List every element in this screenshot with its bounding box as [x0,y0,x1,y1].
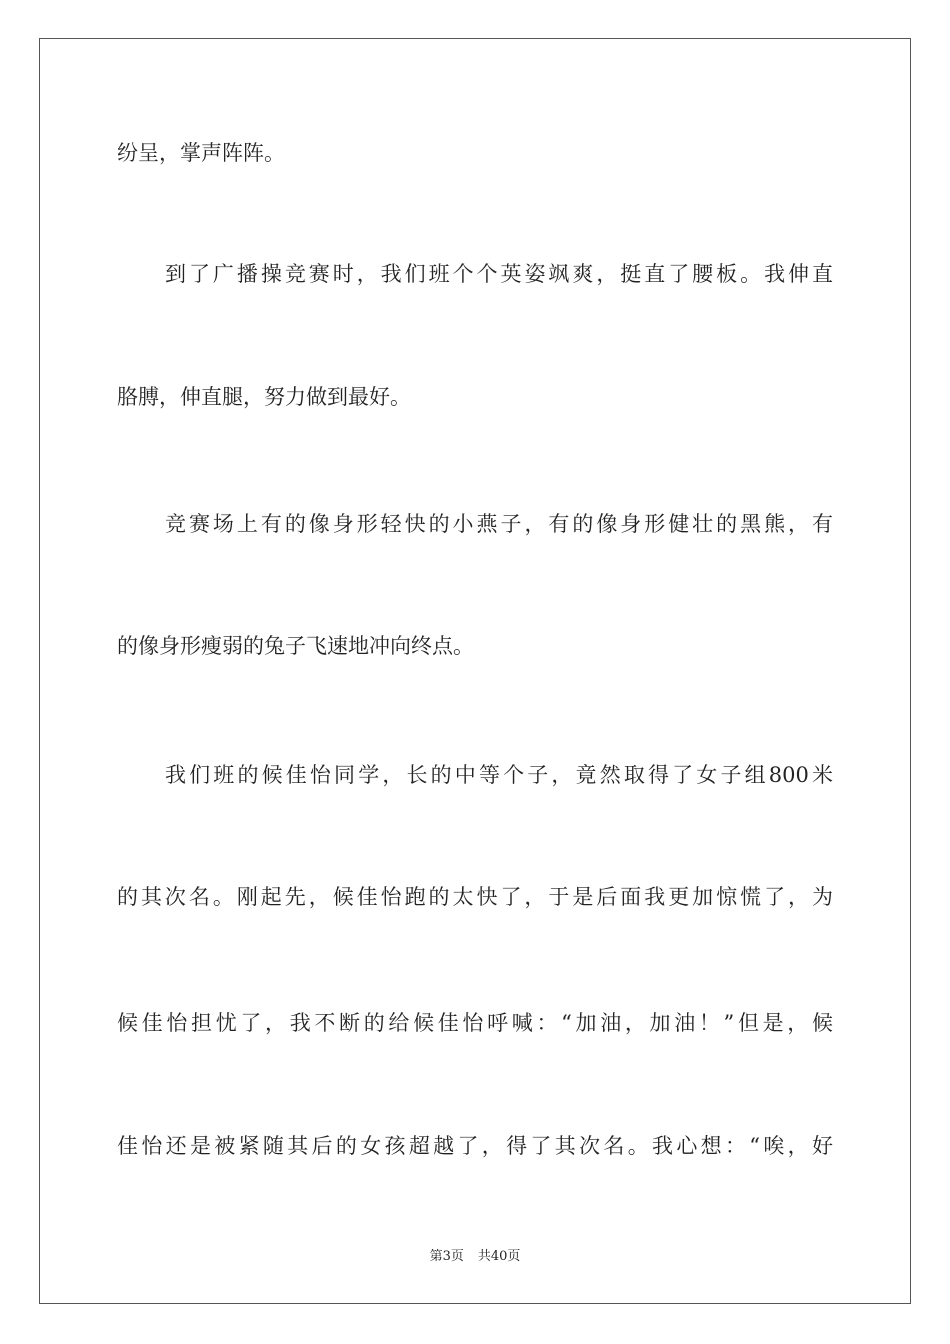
text-line: 胳膊，伸直腿，努力做到最好。 [117,385,411,409]
text-line: 的其次名。刚起先，候佳怡跑的太快了，于是后面我更加惊慌了，为 [117,885,833,909]
text-line: 佳怡还是被紧随其后的女孩超越了，得了其次名。我心想：“唉，好 [117,1134,833,1158]
page-number: 第3页 [429,1249,464,1264]
text-line: 纷呈，掌声阵阵。 [117,141,285,165]
text-line: 到了广播操竞赛时，我们班个个英姿飒爽，挺直了腰板。我伸直 [165,262,833,286]
text-line: 竞赛场上有的像身形轻快的小燕子，有的像身形健壮的黑熊，有 [165,512,833,536]
text-line: 我们班的候佳怡同学，长的中等个子，竟然取得了女子组800米 [165,763,833,787]
page-border [39,38,911,1304]
text-line: 的像身形瘦弱的兔子飞速地冲向终点。 [117,634,474,658]
total-pages: 共40页 [477,1249,521,1264]
text-line: 候佳怡担忧了，我不断的给候佳怡呼喊：“加油，加油！”但是，候 [117,1011,833,1035]
page-footer [0,1248,950,1266]
